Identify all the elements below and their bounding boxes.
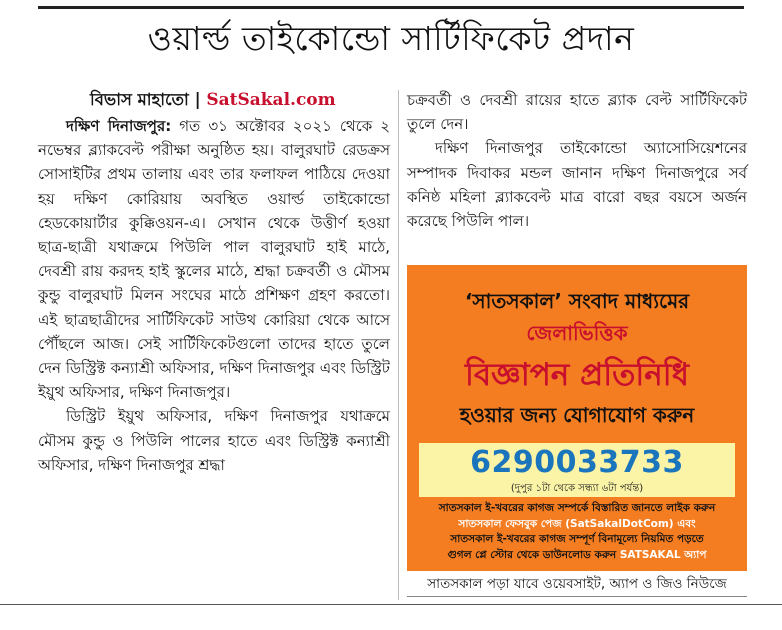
ad-phone-box: [419, 443, 735, 497]
ad-phone-number[interactable]: 6290033733: [470, 445, 684, 480]
ad-info-text: [413, 501, 741, 563]
ad-info-facebook[interactable]: সাতসকাল ফেসবুক পেজ (SatSakalDotCom) এবং: [458, 517, 696, 530]
ad-info-line: সাতসকাল ই-খবরের কাগজ সম্পূর্ণ বিনামূল্যে নিয়মিত পড়তে: [450, 533, 704, 545]
article-paragraph: দক্ষিণ দিনাজপুর তাইকোন্ডো অ্যাসোসিয়েশনের সম্পাদক দিবাকর মন্ডল জানান দক্ষিণ দিনাজপুরে সর্ব কনিষ্ঠ মহিলা ব্ল্যাকবেল্ট মাত্র বারো বছর বয়সে অর্জন করেছে পিউলি পাল।: [407, 139, 747, 231]
footer-rule: [407, 596, 747, 597]
ad-info-download: গুগল প্লে স্টোর থেকে ডাউনলোড করুন: [447, 548, 620, 561]
ad-line-district: জেলাভিত্তিক: [526, 321, 628, 345]
column-divider: [398, 90, 399, 600]
ad-line-media: ‘সাতসকাল’ সংবাদ মাধ্যমের: [464, 289, 690, 313]
article-paragraph: ডিস্ট্রিট ইয়ুথ অফিসার, দক্ষিণ দিনাজপুর যথাক্রমে মৌসম কুন্ডু ও পিউলি পালের হাতে এবং ডিস্ট্রিক্ট কন্যাশ্রী অফিসার, দক্ষিণ দিনাজপুর শ্রদ্ধা: [38, 407, 390, 474]
ad-hours: (দুপুর ১টা থেকে সন্ধ্যা ৬টা পর্যন্ত): [510, 483, 644, 494]
left-column: [38, 88, 390, 477]
ad-line-contact: হওয়ার জন্য যোগাযোগ করুন: [459, 403, 695, 427]
advertisement-box[interactable]: [407, 265, 747, 571]
article-paragraph: [38, 114, 390, 404]
article-headline: ওয়ার্ল্ড তাইকোন্ডো সার্টিফিকেট প্রদান: [147, 19, 635, 58]
dateline: দক্ষিণ দিনাজপুর:: [66, 117, 172, 135]
byline: [38, 88, 390, 114]
top-rule: [38, 6, 744, 9]
byline-author: বিভাস মাহাতো: [90, 90, 189, 109]
byline-site-link[interactable]: SatSakal.com: [206, 90, 336, 110]
right-column: [407, 88, 747, 233]
article-paragraph: চক্রবর্তী ও দেবশ্রী রায়ের হাতে ব্ল্যাক বেল্ট সার্টিফিকেট তুলে দেন।: [407, 91, 747, 134]
ad-info-line: সাতসকাল ই-খবরের কাগজ সম্পর্কে বিস্তারিত জানতে লাইক করুন: [438, 502, 716, 514]
byline-separator: |: [188, 90, 207, 109]
ad-info-line: [413, 548, 741, 564]
footer-note: সাতসকাল পড়া যাবে ওয়েবসাইট, অ্যাপ ও জিও নিউজে: [427, 576, 727, 592]
bottom-rule: [0, 604, 782, 605]
ad-info-app-link[interactable]: SATSAKAL অ্যাপ: [619, 548, 707, 561]
paragraph-text: গত ৩১ অক্টোবর ২০২১ থেকে ২ নভেম্বর ব্ল্যাকবেল্ট পরীক্ষা অনুষ্ঠিত হয়। বালুরঘাট রেডক্রস সোসাইটির প্রথম তালায় এবং তার ফলাফল পাঠিয়ে দেওয়া হয় দক্ষিণ কোরিয়ায় অবস্থিত ওয়ার্ল্ড তাইকোন্ডো হেডকোয়ার্টার কুক্কিওয়ন-এ। সেখান থেকে উত্তীর্ণ হওয়া ছাত্র-ছাত্রী যথাক্রমে পিউলি পাল বালুরঘাট হাই মাঠে, দেবশ্রী রায় করদহ হাই স্কুলের মাঠে, শ্রদ্ধা চক্রবর্তী ও মৌসম কুন্ডু বালুরঘাট মিলন সংঘের মাঠে প্রশিক্ষণ গ্রহণ করতো। এই ছাত্রছাত্রীদের সার্টিফিকেট সাউথ কোরিয়া থেকে আসে পৌঁছলে আজ। সেই সার্টিফিকেটগুলো তাদের হাতে তুলে দেন ডিস্ট্রিক্ট কন্যাশ্রী অফিসার, দক্ষিণ দিনাজপুর এবং ডিস্ট্রিট ইয়ুথ অফিসার, দক্ষিণ দিনাজপুর।: [38, 117, 390, 402]
ad-line-representative: বিজ্ঞাপন প্রতিনিধি: [464, 357, 689, 393]
